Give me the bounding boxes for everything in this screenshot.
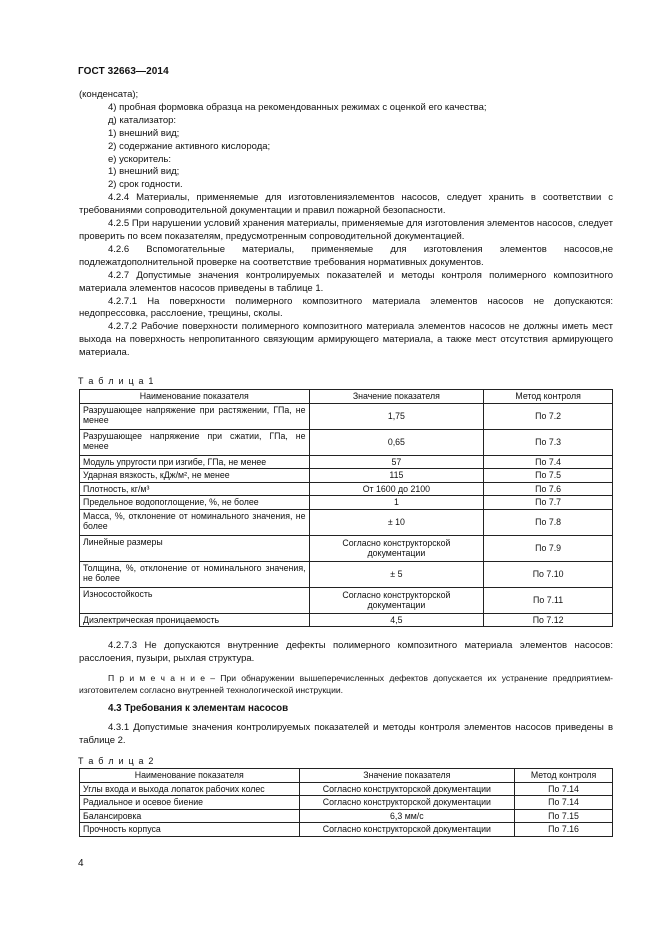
column-header: Метод контроля <box>515 769 613 783</box>
indicator-value: 115 <box>309 469 484 483</box>
table-row <box>80 809 613 823</box>
table-row <box>80 587 613 613</box>
column-header: Значение показателя <box>309 390 484 404</box>
indicator-name: Балансировка <box>80 809 300 823</box>
table-1 <box>79 389 613 627</box>
indicator-value: 4,5 <box>309 613 484 627</box>
indicator-value: ± 10 <box>309 509 484 535</box>
indicator-value: 1,75 <box>309 403 484 429</box>
table-row <box>80 823 613 837</box>
control-method: По 7.4 <box>484 455 613 469</box>
table-row <box>80 561 613 587</box>
table-row <box>80 535 613 561</box>
indicator-value: Согласно конструкторской документации <box>299 796 515 810</box>
column-header: Наименование показателя <box>80 769 300 783</box>
section-text <box>79 722 613 748</box>
control-method: По 7.6 <box>484 482 613 496</box>
control-method: По 7.10 <box>484 561 613 587</box>
control-method: По 7.9 <box>484 535 613 561</box>
control-method: По 7.12 <box>484 613 613 627</box>
table-row <box>80 403 613 429</box>
indicator-name: Масса, %, отклонение от номинального значения, не более <box>80 509 310 535</box>
control-method: По 7.14 <box>515 796 613 810</box>
control-method: По 7.11 <box>484 587 613 613</box>
paragraph: (конденсата); <box>79 89 139 100</box>
table2-caption: Т а б л и ц а 2 <box>78 756 155 766</box>
indicator-value: 6,3 мм/с <box>299 809 515 823</box>
indicator-value: От 1600 до 2100 <box>309 482 484 496</box>
paragraph: 4.2.5 При нарушении условий хранения материалы, применяемые для изготовления элементов насосов, следует проверить по всем показателям, предусмотренным сопроводительной документацией. <box>79 218 613 242</box>
control-method: По 7.8 <box>484 509 613 535</box>
after-table1-text <box>79 640 613 666</box>
table-row <box>80 482 613 496</box>
indicator-value: 0,65 <box>309 429 484 455</box>
paragraph: 2) содержание активного кислорода; <box>108 140 271 152</box>
indicator-name: Ударная вязкость, кДж/м², не менее <box>80 469 310 483</box>
indicator-name: Линейные размеры <box>80 535 310 561</box>
paragraph: 4.2.7.3 Не допускаются внутренние дефекты полимерного композитного материала элементов насосов: расслоения, пузыри, рыхлая структура. <box>79 640 613 664</box>
indicator-name: Разрушающее напряжение при растяжении, ГПа, не менее <box>80 403 310 429</box>
control-method: По 7.2 <box>484 403 613 429</box>
paragraph: 4.2.6 Вспомогательные материалы, применяемые для изготовления элементов насосов,не подлежатдополнительной проверке на соответствие требования нормативных документов. <box>79 243 613 268</box>
indicator-name: Износостойкость <box>80 587 310 613</box>
indicator-value: 57 <box>309 455 484 469</box>
table-row <box>80 509 613 535</box>
paragraph: 1) внешний вид; <box>108 127 180 139</box>
table-row <box>80 613 613 627</box>
paragraph: 4.2.7 Допустимые значения контролируемых показателей и методы контроля полимерного композитного материала элементов насосов приведены в таблице 1. <box>79 269 613 294</box>
indicator-name: Диэлектрическая проницаемость <box>80 613 310 627</box>
indicator-name: Радиальное и осевое биение <box>80 796 300 810</box>
page-number: 4 <box>78 858 84 869</box>
document-header: ГОСТ 32663—2014 <box>78 66 169 77</box>
note-text: – При обнаружении вышеперечисленных дефектов допускается их устранение предприятием-изготовителем согласно внутренней технологической инструкции. <box>79 673 613 695</box>
column-header: Метод контроля <box>484 390 613 404</box>
indicator-name: Углы входа и выхода лопаток рабочих колес <box>80 782 300 796</box>
indicator-value: Согласно конструкторской документации <box>299 823 515 837</box>
section-title: 4.3 Требования к элементам насосов <box>108 703 289 714</box>
table-header-row <box>80 390 613 404</box>
indicator-name: Модуль упругости при изгибе, ГПа, не менее <box>80 455 310 469</box>
indicator-name: Толщина, %, отклонение от номинального значения, не более <box>80 561 310 587</box>
control-method: По 7.7 <box>484 496 613 510</box>
table-row <box>80 455 613 469</box>
note <box>79 673 613 696</box>
note-label: П р и м е ч а н и е <box>108 673 206 683</box>
table-2 <box>79 768 613 837</box>
table1-caption: Т а б л и ц а 1 <box>78 376 155 386</box>
paragraph: д) катализатор: <box>108 114 177 126</box>
table-row <box>80 782 613 796</box>
table-row <box>80 429 613 455</box>
indicator-name: Предельное водопоглощение, %, не более <box>80 496 310 510</box>
column-header: Значение показателя <box>299 769 515 783</box>
indicator-value: Согласно конструкторской документации <box>309 587 484 613</box>
control-method: По 7.5 <box>484 469 613 483</box>
paragraph: 4.2.7.2 Рабочие поверхности полимерного композитного материала элементов насосов не должны иметь мест выхода на поверхность непропитанного связующим армирующего материала, а также мест отсутствия армирующего материала. <box>79 321 613 359</box>
control-method: По 7.16 <box>515 823 613 837</box>
paragraph: 4) пробная формовка образца на рекомендованных режимах с оценкой его качества; <box>108 101 487 113</box>
paragraph: 4.2.7.1 На поверхности полимерного композитного материала элементов насосов не допускаются: недопрессовка, расслоение, трещины, сколы. <box>79 295 613 320</box>
indicator-value: Согласно конструкторской документации <box>309 535 484 561</box>
indicator-value: Согласно конструкторской документации <box>299 782 515 796</box>
indicator-value: 1 <box>309 496 484 510</box>
table-row <box>80 796 613 810</box>
indicator-name: Прочность корпуса <box>80 823 300 837</box>
paragraph: е) ускоритель: <box>108 153 171 165</box>
table-row <box>80 496 613 510</box>
column-header: Наименование показателя <box>80 390 310 404</box>
paragraph: 4.3.1 Допустимые значения контролируемых показателей и методы контроля элементов насосов приведены в таблице 2. <box>79 722 613 746</box>
indicator-name: Разрушающее напряжение при сжатии, ГПа, не менее <box>80 429 310 455</box>
control-method: По 7.14 <box>515 782 613 796</box>
table-header-row <box>80 769 613 783</box>
indicator-name: Плотность, кг/м³ <box>80 482 310 496</box>
control-method: По 7.15 <box>515 809 613 823</box>
paragraph: 2) срок годности. <box>108 179 183 191</box>
indicator-value: ± 5 <box>309 561 484 587</box>
table-row <box>80 469 613 483</box>
paragraph: 1) внешний вид; <box>108 166 180 178</box>
intro-text <box>79 89 613 360</box>
control-method: По 7.3 <box>484 429 613 455</box>
paragraph: 4.2.4 Материалы, применяемые для изготовленияэлементов насосов, следует хранить в соответствии с требованиями сопроводительной документации и правил пожарной безопасности. <box>79 192 613 217</box>
